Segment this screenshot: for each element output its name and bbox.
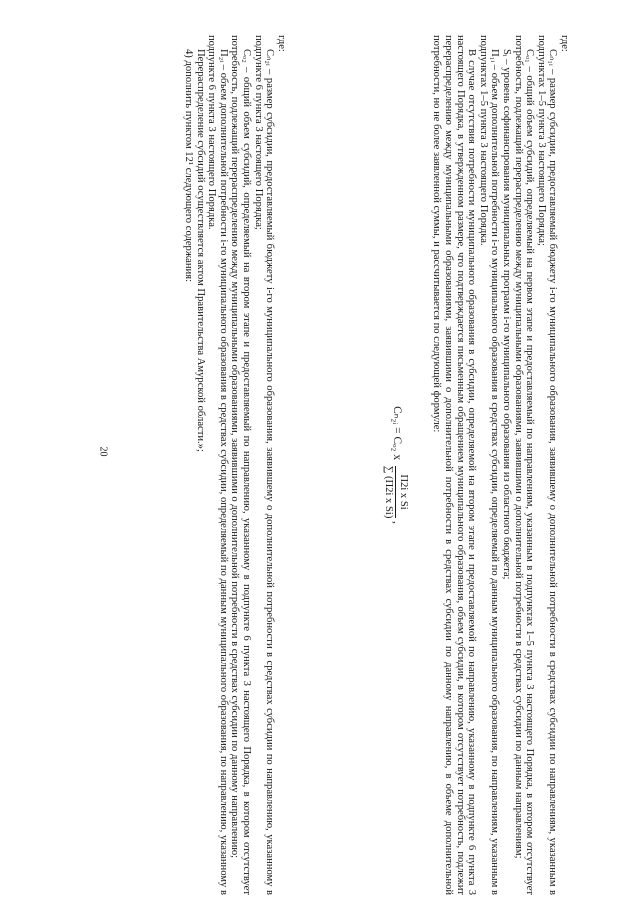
redistribution-paragraph: В случае отсутствия потребности муниципального образования в субсидии, определяемой на втором этапе и предоставляемой по направлению, указанному в подпункте 6 пункта 3 настоящего Порядка, в утвержденном размере, что подтверждается письменным обращением муниципального образования, объем субсидии, в котором отсутствует потребность, подлежит перераспределению между муниципальными образованиями, заявившими о дополнительной потребности в средствах субсидии по данному направлению, в объеме дополнительной потребности, но не более заявленной суммы, и рассчитывается по следующей формуле: (431, 35, 478, 895)
spacer (287, 35, 327, 895)
formula-lhs: Cₙ₂ᵢ = Cₒ₂ x (390, 406, 403, 461)
definition-co2: Cₒ₂ – общий объем субсидий, определяемый на втором этапе и предоставляемый по направлению, указанному в подпункте 6 пункта 3 настоящего Порядка, в котором отсутствует потребность, подлежащий перераспределению между муниципальными образованиями, заявившими о дополнительной потребности в средствах субсидии по данному направлению; (229, 35, 253, 895)
formula-tail: , (390, 521, 403, 524)
formula (349, 35, 409, 895)
definition-cn2i: Cₙ₂ᵢ – размер субсидии, предоставляемый бюджету i-го муниципального образования, заявившему о дополнительной потребности в средствах субсидии по направлению, указанному в подпункте 6 пункта 3 настоящего Порядка; (252, 35, 276, 895)
closing-sentence: Перераспределение субсидий осуществляется актом Правительства Амурской области.»; (194, 49, 206, 452)
definition-p2i: П₂ᵢ – объем дополнительной потребности i-го муниципального образования в средствах субсидии, определяемый по данным муниципального образования, по направлению, указанному в подпункте 6 пункта 3 настоящего Порядка. (206, 35, 229, 895)
definition-cn1i: Cₙ₁ᵢ – размер субсидии, предоставляемый бюджету i-го муниципального образования, заявившему о дополнительной потребности в средствах субсидии по направлениям, указанным в подпунктах 1–5 пункта 3 настоящего Порядка; (535, 35, 559, 895)
amendment-item: 4) дополнить пунктом 12¹ следующего содержания: (183, 49, 195, 283)
where-label-1: где: (559, 35, 570, 52)
formula-denominator: ∑ (П2i x Si) (383, 465, 395, 519)
formula-numerator: П2i x Si (395, 466, 409, 519)
page-number: 20 (97, 446, 109, 457)
definition-si: Sᵢ – уровень софинансирования муниципальных программ i-го муниципального образования из областного бюджета; (501, 49, 513, 580)
where-label-2: где: (275, 35, 287, 52)
formula-fraction (383, 466, 409, 519)
rotated-text-body (150, 35, 570, 895)
definition-p1i: П₁ᵢ – объем дополнительной потребности i-го муниципального образования в средствах субсидии, определяемый по данным муниципального образования, по направлениям, указанным в подпунктах 1–5 пункта 3 настоящего Порядка. (477, 35, 501, 895)
definition-co1: Cₒ₁ – общий объем субсидий, определяемый на первом этапе и предоставляемый по направлениям, указанным в подпунктах 1–5 пункта 3 настоящего Порядка, в котором отсутствует потребность, подлежащий перераспределению между муниципальными образованиями, заявившими о дополнительной потребности в средствах субсидии по данным направлениям; (512, 35, 536, 895)
